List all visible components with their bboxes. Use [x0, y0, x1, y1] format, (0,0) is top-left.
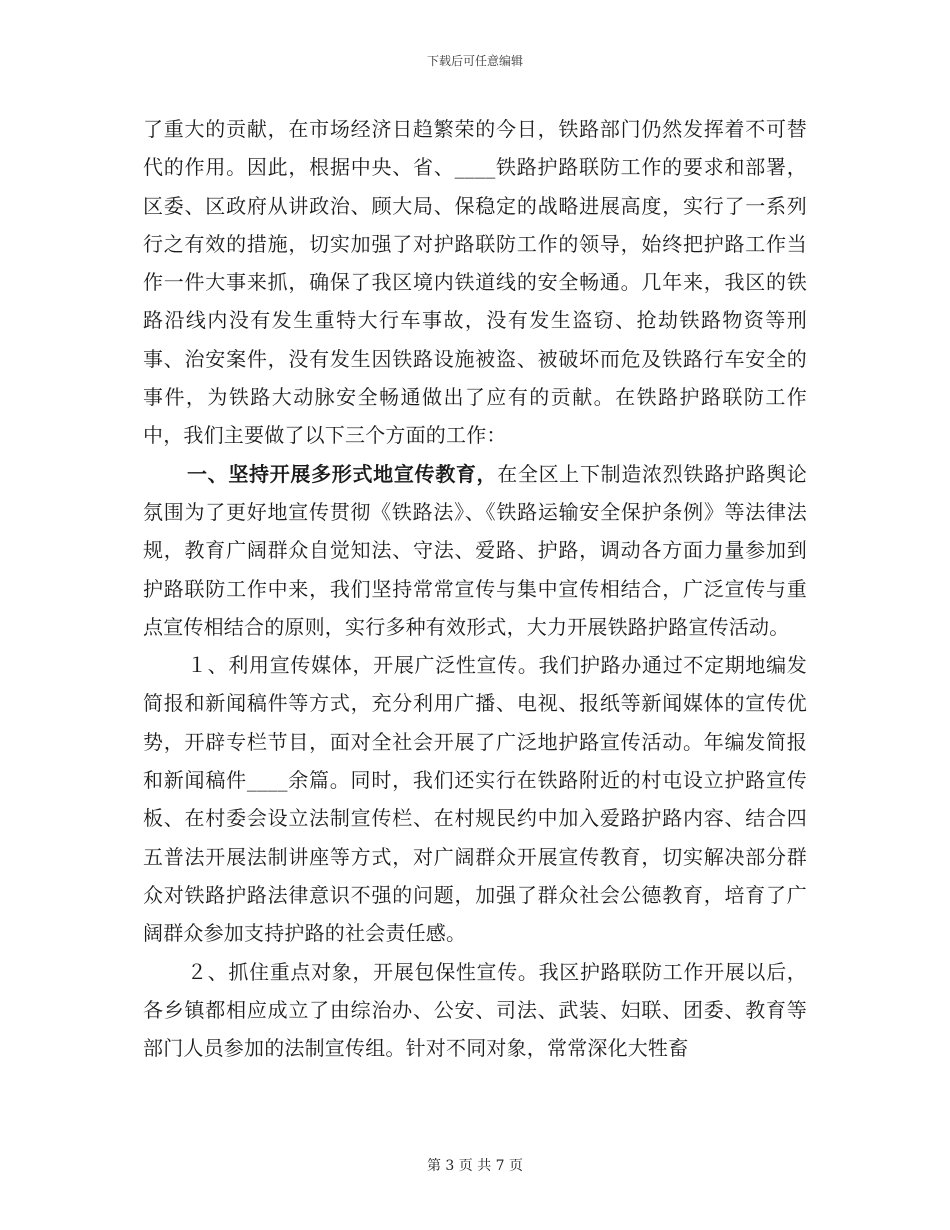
paragraph-item-1: １、利用宣传媒体，开展广泛性宣传。我们护路办通过不定期地编发简报和新闻稿件等方式，充分利用广播、电视、报纸等新闻媒体的宣传优势，开辟专栏节目，面对全社会开展了广泛地护路宣传活动。年编发简报和新闻稿件____余篇。同时，我们还实行在铁路附近的村屯设立护路宣传板、在村委会设立法制宣传栏、在村规民约中加入爱路护路内容、结合四五普法开展法制讲座等方式，对广阔群众开展宣传教育，切实解决部分群众对铁路护路法律意识不强的问题，加强了群众社会公德教育，培育了广阔群众参加支持护路的社会责任感。: [143, 653, 807, 946]
paragraph-section-one: [143, 455, 807, 646]
page-header: 下载后可任意编辑: [426, 54, 523, 68]
section-one-text: 在全区上下制造浓烈铁路护路舆论氛围为了更好地宣传贯彻《铁路法》、《铁路运输安全保护条例》等法律法规，教育广阔群众自觉知法、守法、爱路、护路，调动各方面力量参加到护路联防工作中来，我们坚持常常宣传与集中宣传相结合，广泛宣传与重点宣传相结合的原则，实行多种有效形式，大力开展铁路护路宣传活动。: [143, 461, 808, 639]
document-body: [143, 110, 807, 1067]
paragraph-item-2: ２、抓住重点对象，开展包保性宣传。我区护路联防工作开展以后，各乡镇都相应成立了由综治办、公安、司法、武装、妇联、团委、教育等部门人员参加的法制宣传组。针对不同对象，常常深化大牲畜: [143, 959, 807, 1061]
paragraph-intro: 了重大的贡献，在市场经济日趋繁荣的今日，铁路部门仍然发挥着不可替代的作用。因此，根据中央、省、____铁路护路联防工作的要求和部署，区委、区政府从讲政治、顾大局、保稳定的战略进展高度，实行了一系列行之有效的措施，切实加强了对护路联防工作的领导，始终把护路工作当作一件大事来抓，确保了我区境内铁道线的安全畅通。几年来，我区的铁路沿线内没有发生重特大行车事故，没有发生盗窃、抢劫铁路物资等刑事、治安案件，没有发生因铁路设施被盗、被破坏而危及铁路行车安全的事件，为铁路大动脉安全畅通做出了应有的贡献。在铁路护路联防工作中，我们主要做了以下三个方面的工作：: [143, 117, 807, 448]
page-footer: 第 3 页 共 7 页: [426, 1158, 524, 1174]
section-one-heading: 一、坚持开展多形式地宣传教育，: [187, 461, 498, 486]
